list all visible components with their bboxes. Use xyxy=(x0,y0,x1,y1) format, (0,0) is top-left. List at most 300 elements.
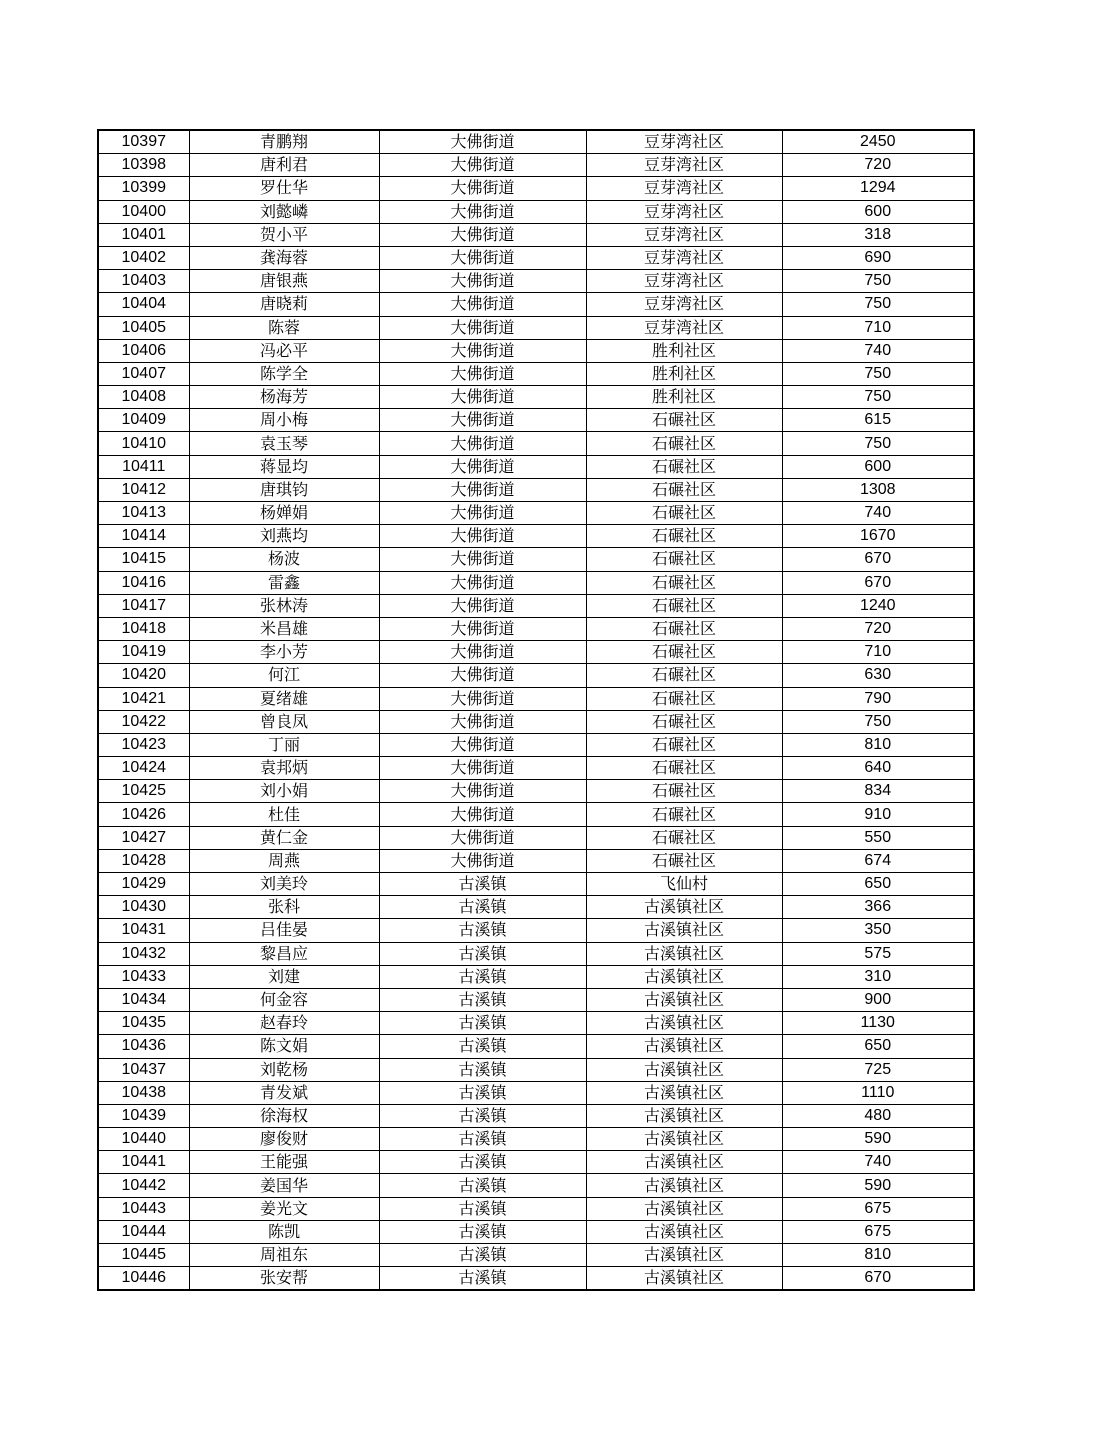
cell-amount: 480 xyxy=(782,1104,974,1127)
cell-id: 10416 xyxy=(98,571,189,594)
cell-amount: 670 xyxy=(782,1267,974,1291)
table-row xyxy=(98,1197,974,1220)
table-row xyxy=(98,130,974,154)
table-row xyxy=(98,1035,974,1058)
cell-amount: 590 xyxy=(782,1174,974,1197)
cell-amount: 1670 xyxy=(782,525,974,548)
cell-street: 大佛街道 xyxy=(379,246,586,269)
table-row xyxy=(98,478,974,501)
cell-street: 古溪镇 xyxy=(379,919,586,942)
cell-name: 廖俊财 xyxy=(189,1128,379,1151)
cell-community: 石碾社区 xyxy=(586,780,782,803)
cell-street: 古溪镇 xyxy=(379,1244,586,1267)
cell-amount: 550 xyxy=(782,826,974,849)
cell-community: 古溪镇社区 xyxy=(586,1197,782,1220)
cell-amount: 810 xyxy=(782,733,974,756)
cell-community: 石碾社区 xyxy=(586,664,782,687)
cell-id: 10441 xyxy=(98,1151,189,1174)
table-row xyxy=(98,502,974,525)
cell-community: 豆芽湾社区 xyxy=(586,154,782,177)
cell-amount: 750 xyxy=(782,293,974,316)
cell-community: 石碾社区 xyxy=(586,455,782,478)
table-row xyxy=(98,177,974,200)
table-row xyxy=(98,757,974,780)
cell-amount: 1308 xyxy=(782,478,974,501)
cell-name: 李小芳 xyxy=(189,641,379,664)
cell-community: 古溪镇社区 xyxy=(586,1104,782,1127)
cell-name: 周祖东 xyxy=(189,1244,379,1267)
cell-street: 大佛街道 xyxy=(379,130,586,154)
cell-amount: 834 xyxy=(782,780,974,803)
table-row xyxy=(98,362,974,385)
cell-amount: 640 xyxy=(782,757,974,780)
cell-id: 10399 xyxy=(98,177,189,200)
cell-name: 袁邦炳 xyxy=(189,757,379,780)
cell-amount: 600 xyxy=(782,455,974,478)
cell-name: 黎昌应 xyxy=(189,942,379,965)
cell-id: 10429 xyxy=(98,873,189,896)
cell-amount: 675 xyxy=(782,1197,974,1220)
cell-id: 10443 xyxy=(98,1197,189,1220)
cell-community: 古溪镇社区 xyxy=(586,896,782,919)
cell-community: 豆芽湾社区 xyxy=(586,316,782,339)
cell-community: 石碾社区 xyxy=(586,502,782,525)
cell-name: 杨婵娟 xyxy=(189,502,379,525)
table-row xyxy=(98,409,974,432)
table-row xyxy=(98,896,974,919)
table-row xyxy=(98,1267,974,1291)
cell-community: 古溪镇社区 xyxy=(586,1035,782,1058)
table-row xyxy=(98,1058,974,1081)
cell-id: 10400 xyxy=(98,200,189,223)
cell-street: 大佛街道 xyxy=(379,154,586,177)
cell-community: 古溪镇社区 xyxy=(586,1267,782,1291)
table-row xyxy=(98,873,974,896)
cell-id: 10430 xyxy=(98,896,189,919)
cell-community: 豆芽湾社区 xyxy=(586,293,782,316)
table-row xyxy=(98,316,974,339)
cell-id: 10407 xyxy=(98,362,189,385)
cell-street: 古溪镇 xyxy=(379,942,586,965)
table-row xyxy=(98,733,974,756)
table-row xyxy=(98,455,974,478)
cell-id: 10423 xyxy=(98,733,189,756)
cell-community: 石碾社区 xyxy=(586,641,782,664)
table-row xyxy=(98,525,974,548)
cell-amount: 900 xyxy=(782,988,974,1011)
cell-amount: 1110 xyxy=(782,1081,974,1104)
cell-amount: 590 xyxy=(782,1128,974,1151)
cell-community: 豆芽湾社区 xyxy=(586,130,782,154)
cell-id: 10432 xyxy=(98,942,189,965)
cell-amount: 750 xyxy=(782,710,974,733)
table-row xyxy=(98,1012,974,1035)
cell-street: 大佛街道 xyxy=(379,409,586,432)
cell-community: 石碾社区 xyxy=(586,478,782,501)
cell-name: 姜国华 xyxy=(189,1174,379,1197)
cell-street: 大佛街道 xyxy=(379,641,586,664)
cell-name: 冯必平 xyxy=(189,339,379,362)
cell-id: 10409 xyxy=(98,409,189,432)
cell-amount: 650 xyxy=(782,873,974,896)
cell-name: 唐银燕 xyxy=(189,270,379,293)
cell-id: 10401 xyxy=(98,223,189,246)
cell-street: 古溪镇 xyxy=(379,1128,586,1151)
cell-amount: 740 xyxy=(782,339,974,362)
cell-name: 青鹏翔 xyxy=(189,130,379,154)
table-row xyxy=(98,710,974,733)
table-row xyxy=(98,1244,974,1267)
cell-name: 刘美玲 xyxy=(189,873,379,896)
cell-amount: 1240 xyxy=(782,594,974,617)
cell-street: 大佛街道 xyxy=(379,617,586,640)
cell-community: 石碾社区 xyxy=(586,803,782,826)
cell-name: 唐利君 xyxy=(189,154,379,177)
table-row xyxy=(98,617,974,640)
table-row xyxy=(98,339,974,362)
cell-name: 刘建 xyxy=(189,965,379,988)
cell-street: 大佛街道 xyxy=(379,826,586,849)
cell-community: 石碾社区 xyxy=(586,687,782,710)
cell-amount: 740 xyxy=(782,502,974,525)
cell-name: 蒋显均 xyxy=(189,455,379,478)
cell-name: 雷鑫 xyxy=(189,571,379,594)
cell-street: 大佛街道 xyxy=(379,478,586,501)
cell-street: 大佛街道 xyxy=(379,177,586,200)
cell-name: 曾良凤 xyxy=(189,710,379,733)
cell-id: 10428 xyxy=(98,849,189,872)
cell-community: 古溪镇社区 xyxy=(586,1244,782,1267)
cell-id: 10426 xyxy=(98,803,189,826)
cell-community: 石碾社区 xyxy=(586,826,782,849)
cell-street: 大佛街道 xyxy=(379,223,586,246)
table-row xyxy=(98,942,974,965)
cell-community: 石碾社区 xyxy=(586,733,782,756)
cell-street: 大佛街道 xyxy=(379,455,586,478)
cell-street: 大佛街道 xyxy=(379,664,586,687)
cell-community: 石碾社区 xyxy=(586,571,782,594)
cell-id: 10404 xyxy=(98,293,189,316)
table-row xyxy=(98,664,974,687)
cell-id: 10397 xyxy=(98,130,189,154)
cell-street: 古溪镇 xyxy=(379,1104,586,1127)
cell-street: 古溪镇 xyxy=(379,1174,586,1197)
cell-community: 古溪镇社区 xyxy=(586,1012,782,1035)
cell-amount: 310 xyxy=(782,965,974,988)
cell-community: 石碾社区 xyxy=(586,849,782,872)
cell-amount: 600 xyxy=(782,200,974,223)
table-row xyxy=(98,594,974,617)
cell-amount: 710 xyxy=(782,641,974,664)
cell-id: 10417 xyxy=(98,594,189,617)
cell-community: 石碾社区 xyxy=(586,710,782,733)
cell-name: 唐晓莉 xyxy=(189,293,379,316)
cell-street: 古溪镇 xyxy=(379,1220,586,1243)
cell-community: 古溪镇社区 xyxy=(586,1220,782,1243)
cell-community: 古溪镇社区 xyxy=(586,988,782,1011)
cell-name: 王能强 xyxy=(189,1151,379,1174)
cell-name: 张安帮 xyxy=(189,1267,379,1291)
cell-community: 古溪镇社区 xyxy=(586,1081,782,1104)
cell-name: 徐海权 xyxy=(189,1104,379,1127)
cell-id: 10425 xyxy=(98,780,189,803)
cell-id: 10413 xyxy=(98,502,189,525)
cell-amount: 630 xyxy=(782,664,974,687)
table-body xyxy=(98,130,974,1290)
cell-amount: 1130 xyxy=(782,1012,974,1035)
cell-street: 古溪镇 xyxy=(379,896,586,919)
table-row xyxy=(98,1174,974,1197)
cell-id: 10435 xyxy=(98,1012,189,1035)
cell-id: 10436 xyxy=(98,1035,189,1058)
cell-street: 大佛街道 xyxy=(379,780,586,803)
cell-community: 豆芽湾社区 xyxy=(586,270,782,293)
cell-name: 黄仁金 xyxy=(189,826,379,849)
cell-community: 石碾社区 xyxy=(586,432,782,455)
cell-amount: 674 xyxy=(782,849,974,872)
table-row xyxy=(98,849,974,872)
cell-amount: 366 xyxy=(782,896,974,919)
cell-street: 古溪镇 xyxy=(379,1035,586,1058)
cell-street: 大佛街道 xyxy=(379,200,586,223)
cell-street: 古溪镇 xyxy=(379,1151,586,1174)
cell-street: 古溪镇 xyxy=(379,965,586,988)
cell-community: 石碾社区 xyxy=(586,594,782,617)
table-row xyxy=(98,571,974,594)
cell-id: 10433 xyxy=(98,965,189,988)
cell-name: 赵春玲 xyxy=(189,1012,379,1035)
cell-name: 杨波 xyxy=(189,548,379,571)
cell-name: 陈蓉 xyxy=(189,316,379,339)
cell-amount: 720 xyxy=(782,154,974,177)
cell-amount: 750 xyxy=(782,362,974,385)
table-row xyxy=(98,246,974,269)
cell-community: 飞仙村 xyxy=(586,873,782,896)
cell-amount: 1294 xyxy=(782,177,974,200)
table-row xyxy=(98,1128,974,1151)
cell-street: 古溪镇 xyxy=(379,1058,586,1081)
cell-name: 刘燕均 xyxy=(189,525,379,548)
cell-amount: 2450 xyxy=(782,130,974,154)
cell-amount: 750 xyxy=(782,432,974,455)
cell-community: 古溪镇社区 xyxy=(586,1151,782,1174)
cell-street: 大佛街道 xyxy=(379,386,586,409)
cell-name: 陈凯 xyxy=(189,1220,379,1243)
cell-name: 刘乾杨 xyxy=(189,1058,379,1081)
cell-amount: 575 xyxy=(782,942,974,965)
cell-amount: 710 xyxy=(782,316,974,339)
cell-community: 古溪镇社区 xyxy=(586,919,782,942)
cell-id: 10420 xyxy=(98,664,189,687)
cell-id: 10422 xyxy=(98,710,189,733)
cell-amount: 810 xyxy=(782,1244,974,1267)
table-row xyxy=(98,386,974,409)
table-row xyxy=(98,803,974,826)
cell-community: 豆芽湾社区 xyxy=(586,177,782,200)
cell-id: 10411 xyxy=(98,455,189,478)
cell-street: 古溪镇 xyxy=(379,1081,586,1104)
cell-name: 周小梅 xyxy=(189,409,379,432)
cell-amount: 790 xyxy=(782,687,974,710)
table-row xyxy=(98,200,974,223)
cell-community: 胜利社区 xyxy=(586,386,782,409)
cell-amount: 350 xyxy=(782,919,974,942)
cell-community: 石碾社区 xyxy=(586,409,782,432)
cell-street: 大佛街道 xyxy=(379,710,586,733)
cell-community: 古溪镇社区 xyxy=(586,1128,782,1151)
table-row xyxy=(98,270,974,293)
cell-name: 陈文娟 xyxy=(189,1035,379,1058)
cell-amount: 725 xyxy=(782,1058,974,1081)
cell-id: 10405 xyxy=(98,316,189,339)
cell-id: 10415 xyxy=(98,548,189,571)
cell-name: 何江 xyxy=(189,664,379,687)
cell-street: 古溪镇 xyxy=(379,1012,586,1035)
cell-community: 胜利社区 xyxy=(586,362,782,385)
cell-name: 罗仕华 xyxy=(189,177,379,200)
table-row xyxy=(98,432,974,455)
cell-street: 大佛街道 xyxy=(379,270,586,293)
cell-name: 刘懿嶙 xyxy=(189,200,379,223)
cell-street: 大佛街道 xyxy=(379,502,586,525)
table-row xyxy=(98,988,974,1011)
cell-id: 10446 xyxy=(98,1267,189,1291)
table-row xyxy=(98,780,974,803)
cell-id: 10444 xyxy=(98,1220,189,1243)
cell-id: 10410 xyxy=(98,432,189,455)
cell-community: 豆芽湾社区 xyxy=(586,200,782,223)
cell-id: 10408 xyxy=(98,386,189,409)
cell-name: 刘小娟 xyxy=(189,780,379,803)
cell-street: 大佛街道 xyxy=(379,432,586,455)
cell-id: 10440 xyxy=(98,1128,189,1151)
cell-community: 胜利社区 xyxy=(586,339,782,362)
cell-name: 杜佳 xyxy=(189,803,379,826)
table-row xyxy=(98,641,974,664)
cell-street: 大佛街道 xyxy=(379,548,586,571)
cell-name: 杨海芳 xyxy=(189,386,379,409)
cell-amount: 318 xyxy=(782,223,974,246)
cell-amount: 675 xyxy=(782,1220,974,1243)
cell-street: 大佛街道 xyxy=(379,733,586,756)
cell-amount: 670 xyxy=(782,571,974,594)
cell-id: 10439 xyxy=(98,1104,189,1127)
cell-id: 10431 xyxy=(98,919,189,942)
cell-street: 大佛街道 xyxy=(379,803,586,826)
cell-name: 何金容 xyxy=(189,988,379,1011)
cell-name: 周燕 xyxy=(189,849,379,872)
cell-name: 米昌雄 xyxy=(189,617,379,640)
table-row xyxy=(98,548,974,571)
cell-name: 唐琪钧 xyxy=(189,478,379,501)
cell-amount: 750 xyxy=(782,270,974,293)
cell-name: 吕佳晏 xyxy=(189,919,379,942)
table-row xyxy=(98,1220,974,1243)
table-row xyxy=(98,919,974,942)
cell-id: 10438 xyxy=(98,1081,189,1104)
cell-name: 张科 xyxy=(189,896,379,919)
cell-id: 10424 xyxy=(98,757,189,780)
cell-name: 张林涛 xyxy=(189,594,379,617)
cell-id: 10412 xyxy=(98,478,189,501)
cell-street: 大佛街道 xyxy=(379,571,586,594)
cell-street: 古溪镇 xyxy=(379,1197,586,1220)
cell-community: 石碾社区 xyxy=(586,525,782,548)
cell-street: 大佛街道 xyxy=(379,293,586,316)
cell-name: 丁丽 xyxy=(189,733,379,756)
table-row xyxy=(98,826,974,849)
cell-street: 古溪镇 xyxy=(379,873,586,896)
table-row xyxy=(98,1151,974,1174)
cell-id: 10406 xyxy=(98,339,189,362)
cell-community: 古溪镇社区 xyxy=(586,965,782,988)
cell-amount: 650 xyxy=(782,1035,974,1058)
cell-amount: 690 xyxy=(782,246,974,269)
cell-community: 古溪镇社区 xyxy=(586,1058,782,1081)
cell-street: 大佛街道 xyxy=(379,362,586,385)
table-row xyxy=(98,154,974,177)
cell-id: 10427 xyxy=(98,826,189,849)
data-table xyxy=(97,129,975,1291)
table-row xyxy=(98,1104,974,1127)
table-row xyxy=(98,223,974,246)
cell-id: 10414 xyxy=(98,525,189,548)
cell-id: 10402 xyxy=(98,246,189,269)
cell-name: 夏绪雄 xyxy=(189,687,379,710)
cell-name: 贺小平 xyxy=(189,223,379,246)
cell-name: 龚海蓉 xyxy=(189,246,379,269)
cell-street: 大佛街道 xyxy=(379,687,586,710)
cell-id: 10419 xyxy=(98,641,189,664)
cell-id: 10445 xyxy=(98,1244,189,1267)
cell-id: 10434 xyxy=(98,988,189,1011)
table-row xyxy=(98,1081,974,1104)
cell-id: 10437 xyxy=(98,1058,189,1081)
cell-community: 古溪镇社区 xyxy=(586,1174,782,1197)
cell-community: 古溪镇社区 xyxy=(586,942,782,965)
cell-street: 大佛街道 xyxy=(379,525,586,548)
cell-street: 大佛街道 xyxy=(379,757,586,780)
cell-name: 青发斌 xyxy=(189,1081,379,1104)
cell-street: 大佛街道 xyxy=(379,849,586,872)
cell-amount: 720 xyxy=(782,617,974,640)
cell-amount: 670 xyxy=(782,548,974,571)
cell-street: 大佛街道 xyxy=(379,339,586,362)
table-row xyxy=(98,293,974,316)
table-row xyxy=(98,965,974,988)
cell-name: 姜光文 xyxy=(189,1197,379,1220)
cell-street: 大佛街道 xyxy=(379,316,586,339)
cell-id: 10398 xyxy=(98,154,189,177)
cell-street: 大佛街道 xyxy=(379,594,586,617)
cell-street: 古溪镇 xyxy=(379,1267,586,1291)
cell-amount: 615 xyxy=(782,409,974,432)
cell-street: 古溪镇 xyxy=(379,988,586,1011)
cell-id: 10418 xyxy=(98,617,189,640)
cell-amount: 910 xyxy=(782,803,974,826)
cell-amount: 750 xyxy=(782,386,974,409)
cell-id: 10421 xyxy=(98,687,189,710)
cell-id: 10403 xyxy=(98,270,189,293)
cell-name: 袁玉琴 xyxy=(189,432,379,455)
cell-community: 豆芽湾社区 xyxy=(586,246,782,269)
cell-name: 陈学全 xyxy=(189,362,379,385)
cell-id: 10442 xyxy=(98,1174,189,1197)
cell-community: 石碾社区 xyxy=(586,757,782,780)
table-row xyxy=(98,687,974,710)
cell-amount: 740 xyxy=(782,1151,974,1174)
cell-community: 石碾社区 xyxy=(586,617,782,640)
